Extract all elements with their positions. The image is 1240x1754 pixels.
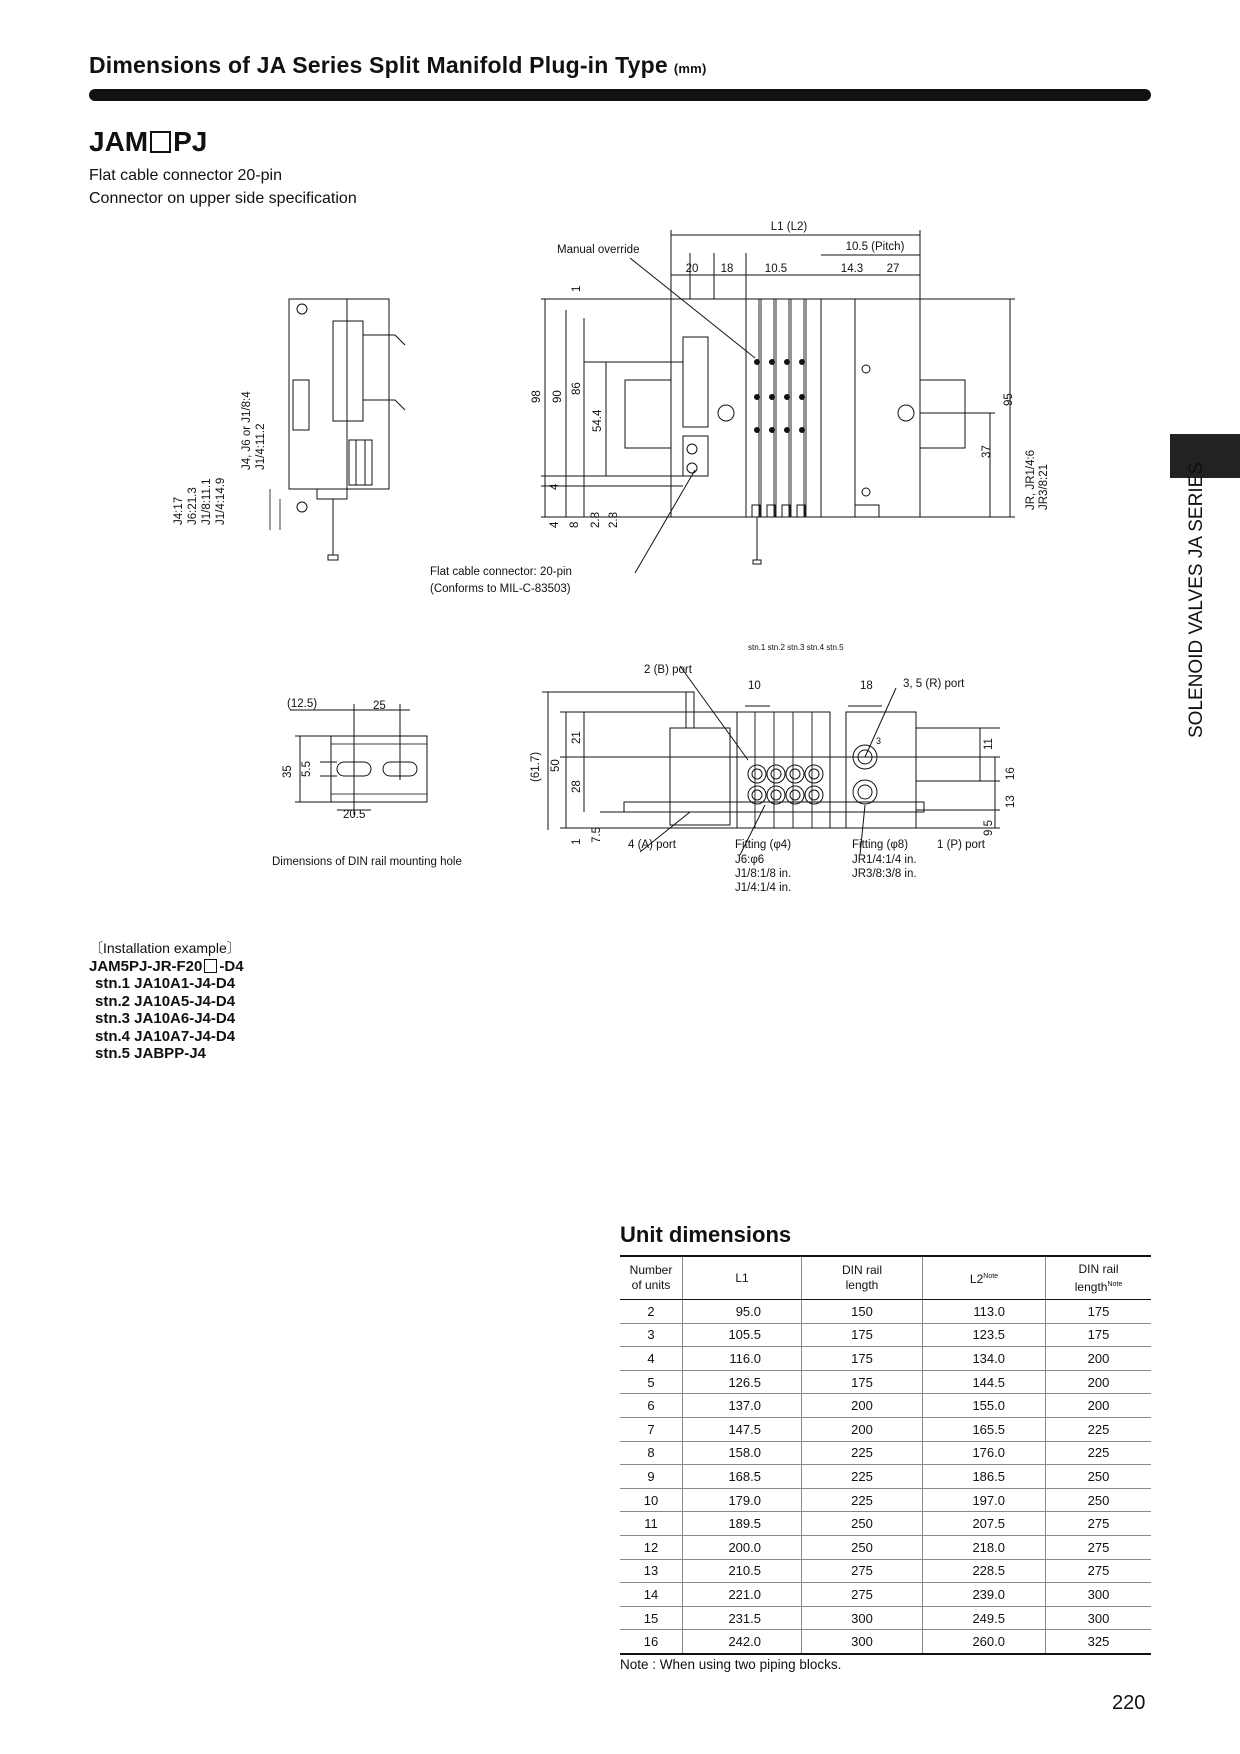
table-cell: 260.0 bbox=[923, 1630, 1046, 1654]
table-cell: 250 bbox=[1046, 1465, 1152, 1489]
table-row bbox=[620, 1370, 1151, 1394]
bottom-dim-61-7: (61.7) bbox=[530, 751, 542, 782]
table-row bbox=[620, 1559, 1151, 1583]
table-cell: 137.0 bbox=[683, 1394, 802, 1418]
table-cell: 116.0 bbox=[683, 1347, 802, 1371]
bottom-dim-16: 16 bbox=[1005, 767, 1017, 780]
table-cell: 7 bbox=[620, 1417, 683, 1441]
bottom-dim-50: 50 bbox=[550, 759, 562, 772]
unit-label: (mm) bbox=[673, 61, 707, 76]
table-cell: 158.0 bbox=[683, 1441, 802, 1465]
table-cell: 150 bbox=[802, 1300, 923, 1324]
din-caption: Dimensions of DIN rail mounting hole bbox=[272, 856, 462, 868]
table-cell: 12 bbox=[620, 1535, 683, 1559]
dim-jr1: JR, JR1/4:6 bbox=[1025, 449, 1037, 510]
table-cell: 250 bbox=[802, 1535, 923, 1559]
dim-4a: 4 bbox=[549, 483, 561, 490]
col-din-rail-length: DIN rail length bbox=[802, 1256, 923, 1300]
table-cell: 242.0 bbox=[683, 1630, 802, 1654]
dim-90: 90 bbox=[552, 390, 564, 403]
table-header-row bbox=[620, 1256, 1151, 1300]
bottom-drawings bbox=[0, 640, 1240, 900]
manual-override-label: Manual override bbox=[557, 244, 640, 256]
table-cell: 300 bbox=[1046, 1606, 1152, 1630]
table-cell: 225 bbox=[802, 1465, 923, 1489]
table-cell: 175 bbox=[802, 1347, 923, 1371]
port-b-label: 2 (B) port bbox=[644, 664, 692, 676]
table-row bbox=[620, 1394, 1151, 1418]
din-dim-35: 35 bbox=[282, 765, 294, 778]
page-number: 220 bbox=[1112, 1692, 1146, 1714]
table-row bbox=[620, 1417, 1151, 1441]
install-station: stn.4 JA10A7-J4-D4 bbox=[95, 1027, 236, 1045]
install-station: stn.1 JA10A1-J4-D4 bbox=[95, 975, 236, 992]
installation-example bbox=[89, 940, 244, 1063]
install-model-suffix: -D4 bbox=[219, 957, 244, 975]
port-a-label: 4 (A) port bbox=[628, 839, 676, 851]
table-cell: 275 bbox=[802, 1559, 923, 1583]
dim-86: 86 bbox=[571, 382, 583, 395]
table-cell: 200.0 bbox=[683, 1535, 802, 1559]
table-cell: 325 bbox=[1046, 1630, 1152, 1654]
table-cell: 200 bbox=[1046, 1394, 1152, 1418]
table-row bbox=[620, 1300, 1151, 1324]
table-cell: 4 bbox=[620, 1347, 683, 1371]
table-cell: 197.0 bbox=[923, 1488, 1046, 1512]
col-number-of-units: Number of units bbox=[620, 1256, 683, 1300]
dim-18: 18 bbox=[720, 263, 734, 275]
dim-pitch: 10.5 (Pitch) bbox=[845, 241, 905, 253]
table-row bbox=[620, 1583, 1151, 1607]
table-cell: 225 bbox=[802, 1488, 923, 1512]
din-dim-5-5: 5.5 bbox=[301, 761, 313, 777]
table-cell: 175 bbox=[802, 1370, 923, 1394]
fitting-8-spec-1: JR1/4:1/4 in. bbox=[852, 854, 917, 866]
table-cell: 225 bbox=[802, 1441, 923, 1465]
table-cell: 231.5 bbox=[683, 1606, 802, 1630]
dim-2-8b: 2.8 bbox=[608, 512, 620, 528]
table-cell: 207.5 bbox=[923, 1512, 1046, 1536]
table-row bbox=[620, 1512, 1151, 1536]
dim-10-5: 10.5 bbox=[764, 263, 788, 275]
station-labels: stn.1 stn.2 stn.3 stn.4 stn.5 bbox=[748, 643, 844, 652]
table-cell: 200 bbox=[802, 1417, 923, 1441]
dim-27: 27 bbox=[886, 263, 900, 275]
din-dim-25: 25 bbox=[373, 700, 386, 712]
fitting-8-label: Fitting (φ8) bbox=[852, 839, 909, 851]
side-dim-c2: J6:21.3 bbox=[187, 487, 199, 525]
table-cell: 95.0 bbox=[683, 1300, 802, 1324]
conforms-label: (Conforms to MIL-C-83503) bbox=[430, 583, 571, 595]
port-p-label: 1 (P) port bbox=[937, 839, 985, 851]
table-cell: 221.0 bbox=[683, 1583, 802, 1607]
table-row bbox=[620, 1535, 1151, 1559]
table-cell: 8 bbox=[620, 1441, 683, 1465]
table-cell: 179.0 bbox=[683, 1488, 802, 1512]
dim-2-8a: 2.8 bbox=[590, 512, 602, 528]
col-l2: $L2^{Note}$ bbox=[923, 1256, 1046, 1300]
install-station: stn.2 JA10A5-J4-D4 bbox=[95, 992, 236, 1010]
bottom-dim-28: 28 bbox=[571, 780, 583, 793]
table-cell: 228.5 bbox=[923, 1559, 1046, 1583]
table-cell: 250 bbox=[1046, 1488, 1152, 1512]
table-cell: 275 bbox=[1046, 1512, 1152, 1536]
fitting-4-spec-3: J1/4:1/4 in. bbox=[735, 882, 792, 894]
table-cell: 176.0 bbox=[923, 1441, 1046, 1465]
table-cell: 175 bbox=[802, 1323, 923, 1347]
bottom-dim-21: 21 bbox=[571, 731, 583, 744]
table-cell: 14 bbox=[620, 1583, 683, 1607]
dim-37: 37 bbox=[981, 445, 993, 458]
flat-cable-label: Flat cable connector: 20-pin bbox=[430, 566, 572, 578]
install-station: stn.5 JABPP-J4 bbox=[95, 1045, 206, 1062]
dim-95: 95 bbox=[1003, 393, 1015, 406]
table-cell: 2 bbox=[620, 1300, 683, 1324]
side-dim-c3: J1/8:11.1 bbox=[201, 478, 213, 525]
fitting-4-label: Fitting (φ4) bbox=[735, 839, 792, 851]
table-cell: 200 bbox=[1046, 1347, 1152, 1371]
table-cell: 300 bbox=[802, 1630, 923, 1654]
side-dim-c1: J4:17 bbox=[173, 496, 185, 525]
table-cell: 275 bbox=[1046, 1559, 1152, 1583]
table-cell: 189.5 bbox=[683, 1512, 802, 1536]
table-cell: 134.0 bbox=[923, 1347, 1046, 1371]
table-cell: 186.5 bbox=[923, 1465, 1046, 1489]
table-cell: 10 bbox=[620, 1488, 683, 1512]
table-row bbox=[620, 1488, 1151, 1512]
din-rail-drawing bbox=[290, 704, 427, 815]
dim-8: 8 bbox=[569, 521, 581, 528]
side-tab-text: SOLENOID VALVES JA SERIES bbox=[1186, 462, 1207, 738]
table-cell: 275 bbox=[802, 1583, 923, 1607]
bottom-dim-18: 18 bbox=[860, 680, 873, 692]
table-cell: 6 bbox=[620, 1394, 683, 1418]
fitting-8-spec-2: JR3/8:3/8 in. bbox=[852, 868, 917, 880]
table-cell: 175 bbox=[1046, 1323, 1152, 1347]
fitting-4-spec-2: J1/8:1/8 in. bbox=[735, 868, 792, 880]
side-dim-b: J1/4:11.2 bbox=[255, 423, 267, 470]
bottom-dim-11: 11 bbox=[983, 738, 995, 750]
install-model-code: JAM5PJ-JR-F20 bbox=[89, 957, 203, 975]
table-row bbox=[620, 1630, 1151, 1654]
port-mark-3: 3 bbox=[876, 736, 882, 746]
table-cell: 250 bbox=[802, 1512, 923, 1536]
install-title: 〔Installation example〕 bbox=[89, 940, 241, 956]
table-row bbox=[620, 1441, 1151, 1465]
table-cell: 144.5 bbox=[923, 1370, 1046, 1394]
table-cell: 225 bbox=[1046, 1417, 1152, 1441]
dim-98: 98 bbox=[531, 390, 543, 403]
table-cell: 126.5 bbox=[683, 1370, 802, 1394]
table-cell: 239.0 bbox=[923, 1583, 1046, 1607]
table-cell: 225 bbox=[1046, 1441, 1152, 1465]
table-cell: 16 bbox=[620, 1630, 683, 1654]
model-suffix: PJ bbox=[173, 126, 208, 157]
table-cell: 13 bbox=[620, 1559, 683, 1583]
table-cell: 11 bbox=[620, 1512, 683, 1536]
din-dim-20-5: 20.5 bbox=[343, 809, 366, 821]
table-row bbox=[620, 1323, 1151, 1347]
side-dim-c4: J1/4:14.9 bbox=[215, 477, 227, 525]
table-row bbox=[620, 1465, 1151, 1489]
table-cell: 3 bbox=[620, 1323, 683, 1347]
install-model bbox=[89, 958, 244, 976]
table-cell: 300 bbox=[1046, 1583, 1152, 1607]
table-cell: 168.5 bbox=[683, 1465, 802, 1489]
unit-dimensions-table bbox=[620, 1255, 1151, 1655]
port-r-label: 3, 5 (R) port bbox=[903, 678, 965, 690]
install-station: stn.3 JA10A6-J4-D4 bbox=[95, 1010, 236, 1027]
model-prefix: JAM bbox=[89, 126, 149, 157]
bottom-dim-9-5: 9.5 bbox=[983, 820, 995, 836]
table-cell: 200 bbox=[1046, 1370, 1152, 1394]
bottom-dim-1: 1 bbox=[571, 838, 583, 845]
subtitle-line1: Flat cable connector 20-pin bbox=[89, 167, 282, 184]
top-drawings bbox=[0, 0, 1240, 640]
table-cell: 155.0 bbox=[923, 1394, 1046, 1418]
table-row bbox=[620, 1347, 1151, 1371]
table-cell: 210.5 bbox=[683, 1559, 802, 1583]
table-cell: 147.5 bbox=[683, 1417, 802, 1441]
table-cell: 249.5 bbox=[923, 1606, 1046, 1630]
table-cell: 15 bbox=[620, 1606, 683, 1630]
bottom-dim-13: 13 bbox=[1005, 795, 1017, 808]
table-cell: 200 bbox=[802, 1394, 923, 1418]
table-cell: 123.5 bbox=[923, 1323, 1046, 1347]
dim-54-4: 54.4 bbox=[592, 409, 604, 432]
fitting-4-spec-1: J6:φ6 bbox=[735, 854, 765, 866]
table-cell: 218.0 bbox=[923, 1535, 1046, 1559]
side-dim-a: J4, J6 or J1/8:4 bbox=[241, 391, 253, 470]
side-view-drawing bbox=[270, 299, 405, 560]
table-cell: 105.5 bbox=[683, 1323, 802, 1347]
bottom-dim-7-5: 7.5 bbox=[591, 827, 603, 843]
table-cell: 5 bbox=[620, 1370, 683, 1394]
subtitle-line2: Connector on upper side specification bbox=[89, 190, 357, 207]
dim-20: 20 bbox=[685, 263, 699, 275]
blank-box-icon bbox=[204, 959, 217, 973]
dim-jr2: JR3/8:21 bbox=[1038, 463, 1050, 510]
dim-14-3: 14.3 bbox=[840, 263, 864, 275]
table-row bbox=[620, 1606, 1151, 1630]
table-cell: 165.5 bbox=[923, 1417, 1046, 1441]
table-cell: 113.0 bbox=[923, 1300, 1046, 1324]
table-cell: 175 bbox=[1046, 1300, 1152, 1324]
dim-4b: 4 bbox=[549, 521, 561, 528]
table-note: Note : When using two piping blocks. bbox=[620, 1657, 842, 1672]
col-l1: L1 bbox=[683, 1256, 802, 1300]
bottom-dim-10: 10 bbox=[748, 680, 761, 692]
col-din-rail-length-note: DIN rail length$^{Note}$ bbox=[1046, 1256, 1152, 1300]
unit-dimensions-title: Unit dimensions bbox=[620, 1222, 792, 1247]
table-cell: 9 bbox=[620, 1465, 683, 1489]
table-cell: 275 bbox=[1046, 1535, 1152, 1559]
bottom-view-drawing bbox=[542, 666, 1000, 855]
dim-1: 1 bbox=[571, 285, 583, 292]
page-title-text: Dimensions of JA Series Split Manifold Plug-in Type bbox=[89, 52, 668, 78]
table-cell: 300 bbox=[802, 1606, 923, 1630]
din-dim-12-5: (12.5) bbox=[287, 698, 318, 710]
dim-l1: L1 (L2) bbox=[770, 221, 808, 233]
